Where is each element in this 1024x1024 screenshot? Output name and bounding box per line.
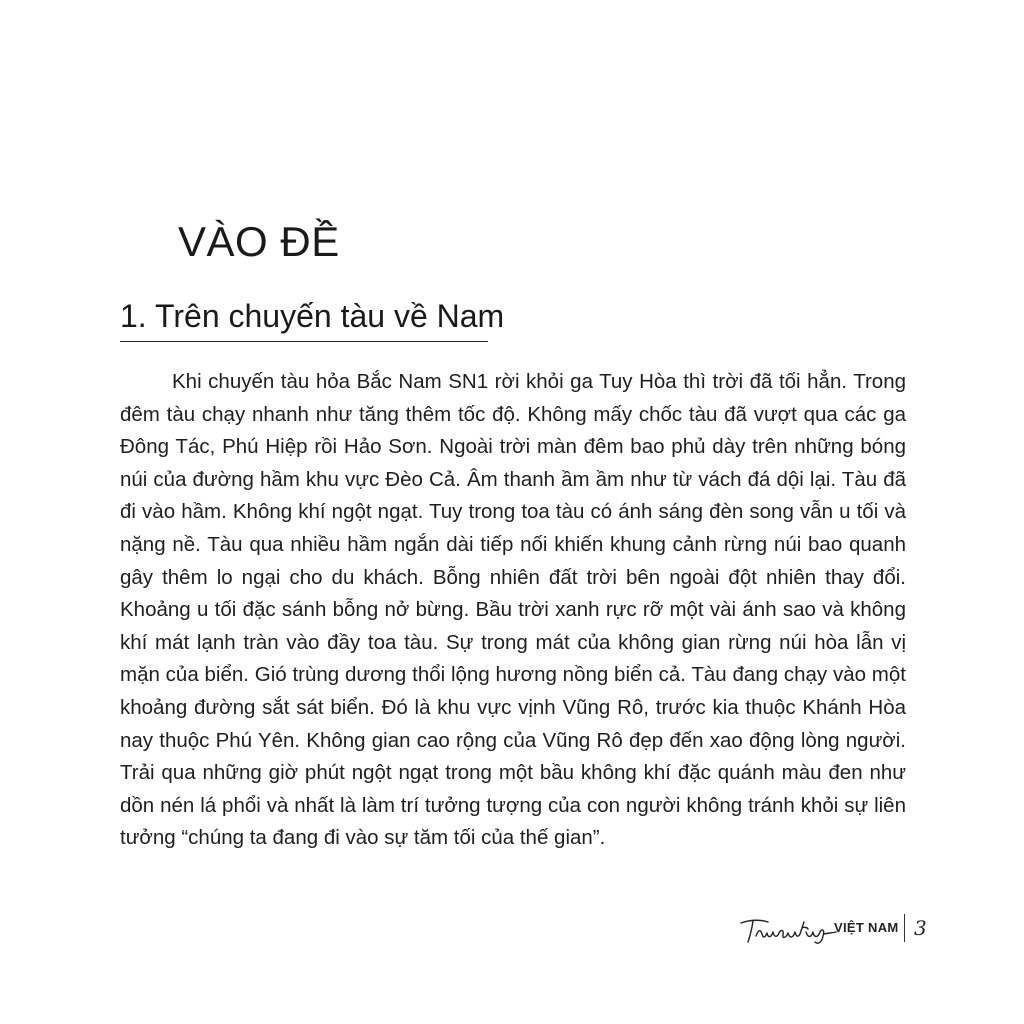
section-underline [120,341,488,342]
footer-divider [904,914,905,942]
handwritten-signature [738,914,838,946]
page-footer [738,912,938,948]
page-number: 3 [914,916,927,940]
chapter-title: VÀO ĐỀ [178,218,340,265]
section-heading: 1. Trên chuyến tàu về Nam [120,298,505,334]
brand-label: VIỆT NAM [834,920,899,935]
body-paragraph: Khi chuyến tàu hỏa Bắc Nam SN1 rời khỏi ga Tuy Hòa thì trời đã tối hẳn. Trong đêm tàu chạy nhanh như tăng thêm tốc độ. Không mấy chốc tàu đã vượt qua các ga Đông Tác, Phú Hiệp rồi Hảo Sơn. Ngoài trời màn đêm bao phủ dày trên những bóng núi của đường hầm khu vực Đèo Cả. Âm thanh ầm ầm như từ vách đá dội lại. Tàu đã đi vào hầm. Không khí ngột ngạt. Tuy trong toa tàu có ánh sáng đèn song vẫn u tối và nặng nề. Tàu qua nhiều hầm ngắn dài tiếp nối khiến khung cảnh rừng núi bao quanh gây thêm lo ngại cho du khách. Bỗng nhiên đất trời bên ngoài đột nhiên thay đổi. Khoảng u tối đặc sánh bỗng nở bừng. Bầu trời xanh rực rỡ một vài ánh sao và không khí mát lạnh tràn vào đầy toa tàu. Sự trong mát của không gian rừng núi hòa lẫn vị mặn của biển. Gió trùng dương thổi lộng hương nồng biển cả. Tàu đang chạy vào một khoảng đường sắt sát biển. Đó là khu vực vịnh Vũng Rô, trước kia thuộc Khánh Hòa nay thuộc Phú Yên. Không gian cao rộng của Vũng Rô đẹp đến xao động lòng người. Trải qua những giờ phút ngột ngạt trong một bầu không khí đặc quánh màu đen như dồn nén lá phổi và nhất là làm trí tưởng tượng của con người không tránh khỏi sự liên tưởng “chúng ta đang đi vào sự tăm tối của thế gian”. [120,370,906,850]
